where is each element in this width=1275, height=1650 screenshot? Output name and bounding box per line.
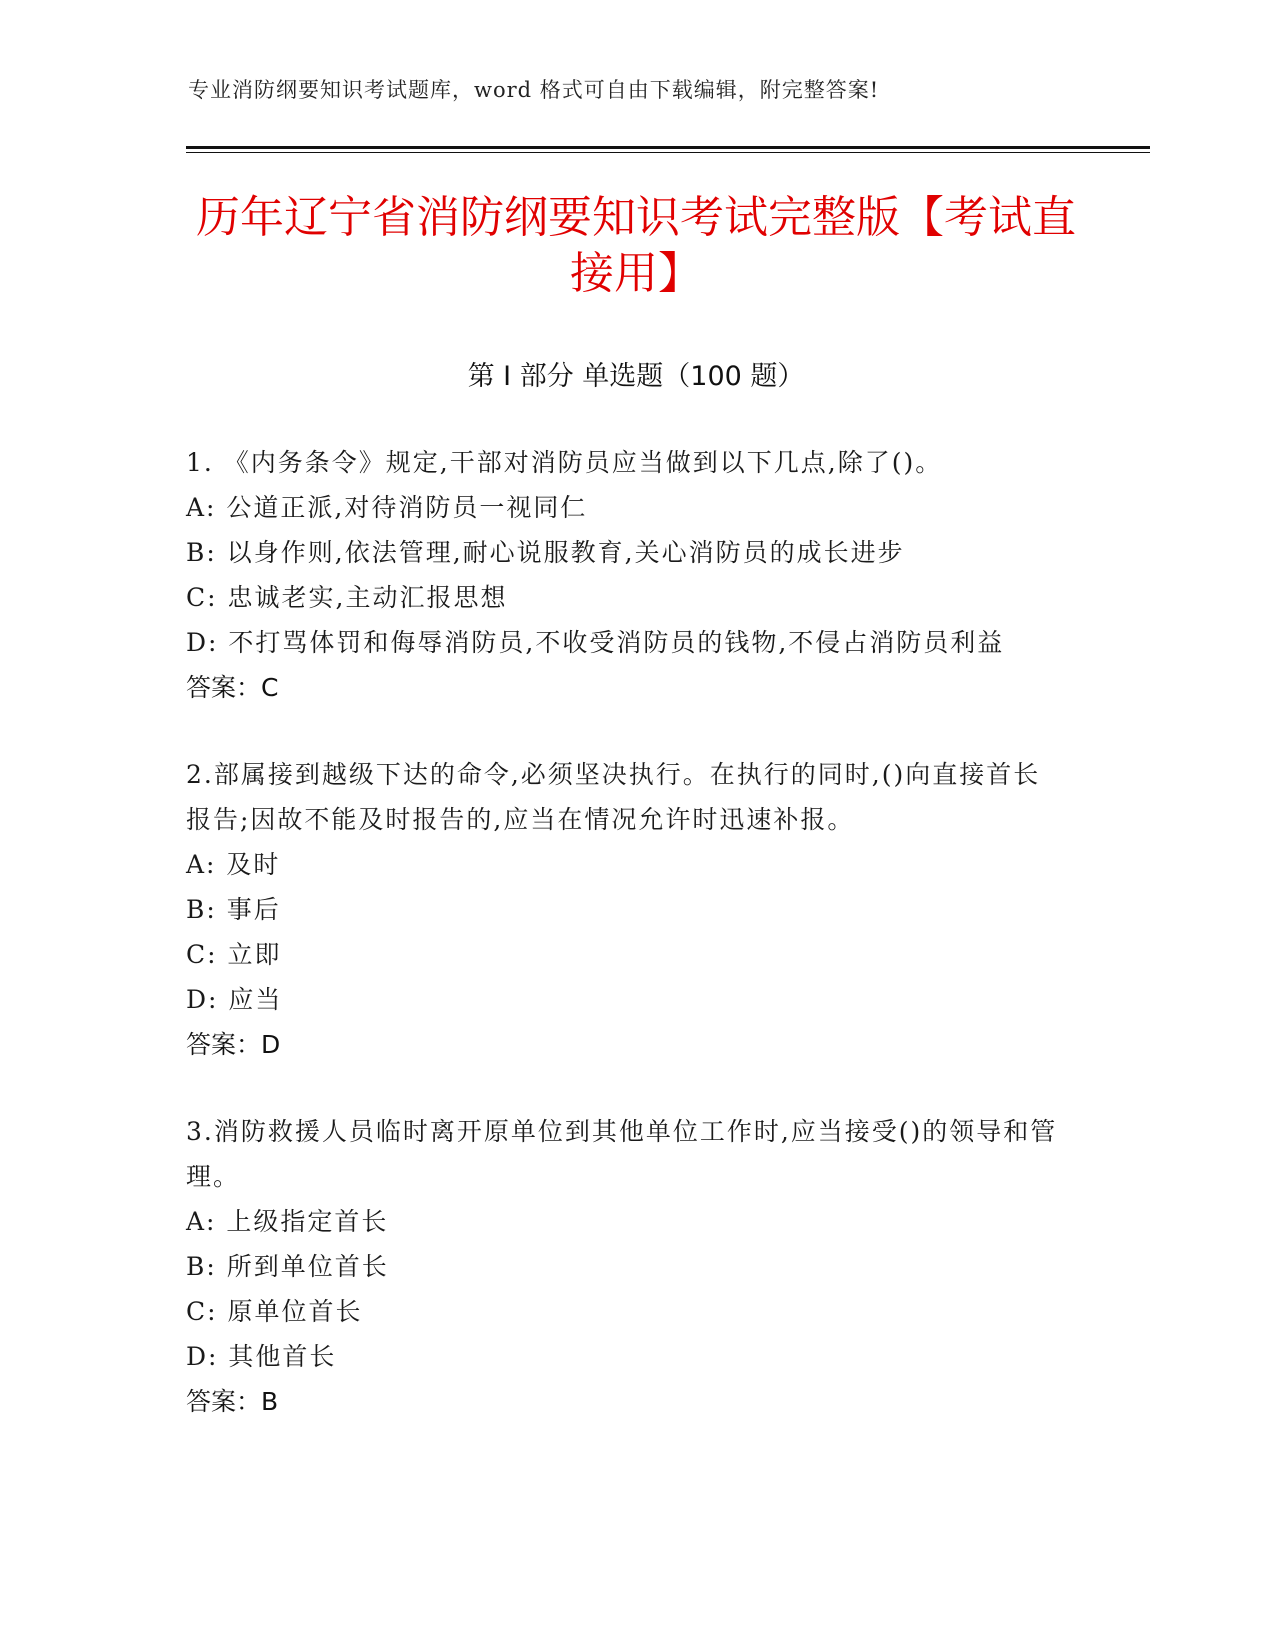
option-a: A: 上级指定首长 bbox=[186, 1207, 389, 1236]
option-a: A: 公道正派,对待消防员一视同仁 bbox=[186, 493, 588, 522]
question-text: 1. 《内务条令》规定,干部对消防员应当做到以下几点,除了()。 bbox=[186, 448, 943, 477]
header-divider-thick bbox=[186, 146, 1150, 149]
header-divider-thin bbox=[186, 152, 1150, 153]
answer-text: 答案：C bbox=[186, 673, 279, 702]
option-c: C: 忠诚老实,主动汇报思想 bbox=[186, 583, 508, 612]
question-2 bbox=[186, 752, 1066, 1067]
option-b: B: 所到单位首长 bbox=[186, 1252, 389, 1281]
option-b: B: 以身作则,依法管理,耐心说服教育,关心消防员的成长进步 bbox=[186, 538, 905, 567]
option-c: C: 原单位首长 bbox=[186, 1297, 363, 1326]
option-d: D: 其他首长 bbox=[186, 1342, 337, 1371]
option-d: D: 应当 bbox=[186, 985, 283, 1014]
question-1 bbox=[186, 440, 1066, 710]
option-a: A: 及时 bbox=[186, 850, 281, 879]
option-b: B: 事后 bbox=[186, 895, 281, 924]
question-3 bbox=[186, 1109, 1066, 1424]
section-title: 第 I 部分 单选题（100 题） bbox=[467, 361, 805, 392]
answer-text: 答案：D bbox=[186, 1030, 281, 1059]
question-text: 2.部属接到越级下达的命令,必须坚决执行。在执行的同时,()向直接首长报告;因故不能及时报告的,应当在情况允许时迅速补报。 bbox=[186, 760, 1041, 834]
option-c: C: 立即 bbox=[186, 940, 282, 969]
page-header-note: 专业消防纲要知识考试题库，word 格式可自由下载编辑，附完整答案! bbox=[188, 78, 880, 102]
answer-text: 答案：B bbox=[186, 1387, 279, 1416]
option-d: D: 不打骂体罚和侮辱消防员,不收受消防员的钱物,不侵占消防员利益 bbox=[186, 628, 1005, 657]
document-title: 历年辽宁省消防纲要知识考试完整版【考试直接用】 bbox=[196, 192, 1076, 299]
question-list bbox=[186, 440, 1066, 1466]
question-text: 3.消防救援人员临时离开原单位到其他单位工作时,应当接受()的领导和管理。 bbox=[186, 1117, 1058, 1191]
